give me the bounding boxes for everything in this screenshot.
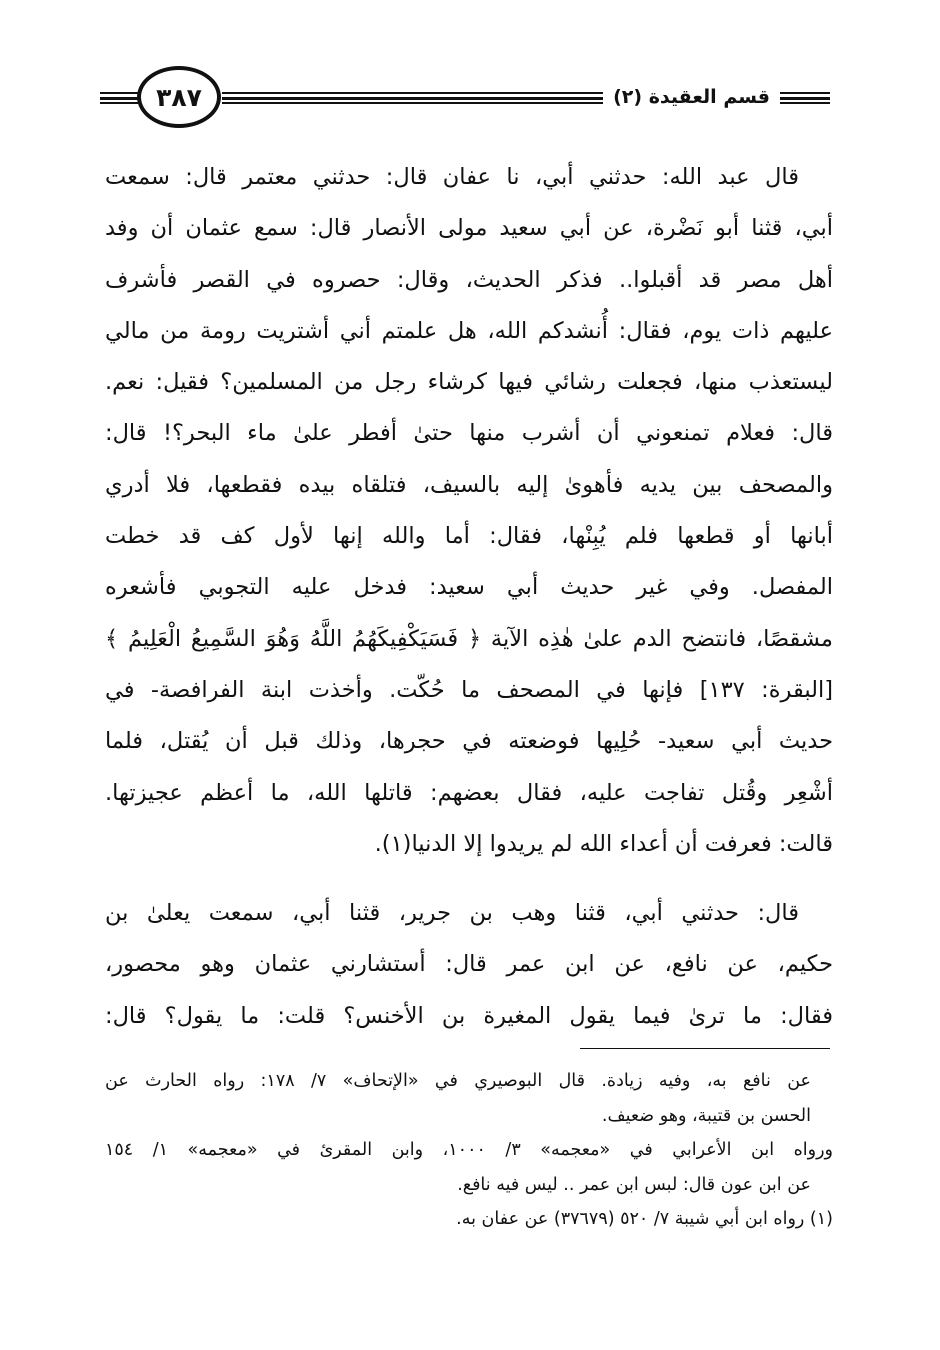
footnote-divider [580, 1048, 830, 1049]
text-line: [البقرة: ١٣٧] فإنها في المصحف ما حُكّت. وأخذت ابنة الفرافصة- في [105, 676, 833, 703]
text-line: والمصحف بين يديه فأهوىٰ إليه بالسيف، فتلقاه بيده فقطعها، فلا أدري [105, 471, 833, 498]
page-number-badge [137, 66, 221, 128]
text-line: أهل مصر قد أقبلوا.. فذكر الحديث، وقال: حصروه في القصر فأشرف [105, 266, 833, 293]
text-line: حديث أبي سعيد- حُلِيها فوضعته في حجرها، وذلك قبل أن يُقتل، فلما [105, 728, 833, 755]
footnote-line: ورواه ابن الأعرابي في «معجمه» ٣/ ١٠٠٠، وابن المقرئ في «معجمه» ١/ ١٥٤ [105, 1140, 833, 1160]
footnote-line: عن نافع به، وفيه زيادة. قال البوصيري في «الإتحاف» ٧/ ١٧٨: رواه الحارث عن [105, 1071, 811, 1091]
running-title: قسم العقيدة (٢) [603, 82, 780, 112]
main-text [105, 152, 833, 1042]
text-line: أبانها أو قطعها فلم يُبِنْها، فقال: أما والله إنها لأول كف قد خطت [105, 523, 833, 550]
text-line: قالت: فعرفت أن أعداء الله لم يريدوا إلا الدنيا(١). [374, 830, 833, 857]
text-line: المفصل. وفي غير حديث أبي سعيد: فدخل عليه التجوبي فأشعره [105, 574, 833, 601]
text-line: قال: فعلام تمنعوني أن أشرب منها حتىٰ أفطر علىٰ ماء البحر؟! قال: [105, 420, 833, 447]
text-line: فقال: ما ترىٰ فيما يقول المغيرة بن الأخنس؟ قلت: ما يقول؟ قال: [105, 1002, 833, 1029]
text-line: قال: حدثني أبي، قثنا وهب بن جرير، قثنا أبي، سمعت يعلىٰ بن [105, 900, 799, 927]
text-line: ليستعذب منها، فجعلت رشائي فيها كرشاء رجل من المسلمين؟ فقيل: نعم. [105, 369, 833, 396]
page-number: ٣٨٧ [156, 82, 202, 112]
footnote-line: عن ابن عون قال: لبس ابن عمر .. ليس فيه نافع. [457, 1174, 811, 1195]
header-rule-left [100, 92, 140, 104]
footnote-line: (١) رواه ابن أبي شيبة ٧/ ٥٢٠ (٣٧٦٧٩) عن عفان به. [456, 1209, 833, 1229]
footnote-line: الحسن بن قتيبة، وهو ضعيف. [601, 1105, 811, 1126]
text-line: قال عبد الله: حدثني أبي، نا عفان قال: حدثني معتمر قال: سمعت [105, 164, 799, 190]
text-line: أبي، قثنا أبو نَضْرة، عن أبي سعيد مولى الأنصار قال: سمع عثمان أن وفد [105, 215, 833, 242]
text-line: حكيم، عن نافع، عن ابن عمر قال: أستشارني عثمان وهو محصور، [105, 951, 833, 978]
text-line: عليهم ذات يوم، فقال: أُنشدكم الله، هل علمتم أني أشتريت رومة من مالي [105, 317, 833, 344]
text-line: مشقصًا، فانتضح الدم علىٰ هٰذِه الآية ﴿ فَسَيَكْفِيكَهُمُ اللَّهُ وَهُوَ السَّمِيعُ الْعَلِيمُ ﴾ [105, 625, 833, 652]
footnotes [105, 1064, 833, 1237]
text-line: أشْعِر وقُتل تفاجت عليه، فقال بعضهم: قاتلها الله، ما أعظم عجيزتها. [105, 779, 833, 806]
